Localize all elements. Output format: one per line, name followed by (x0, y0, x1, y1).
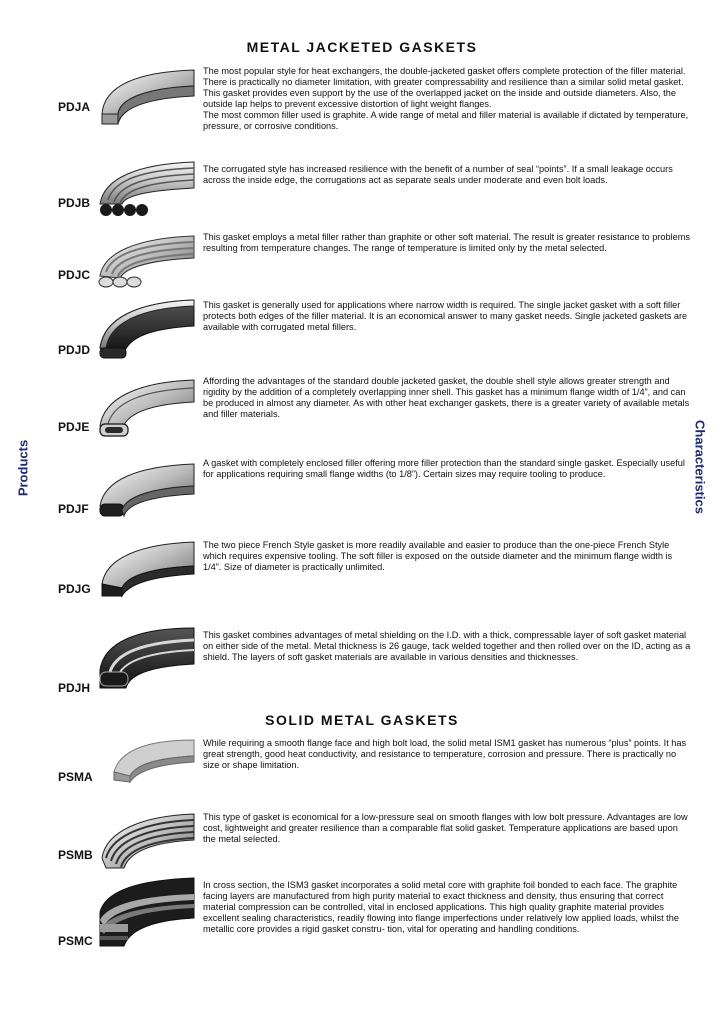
gasket-code: PDJF (58, 502, 89, 516)
gasket-code: PSMB (58, 848, 93, 862)
gasket-description: This gasket employs a metal filler rather than graphite or other soft material. The result is greater resistance to problems resulting from temperature changes. The range of temperature is limited only by the metal selected. (203, 232, 690, 253)
gasket-description: Affording the advantages of the standard double jacketed gasket, the double shell style allows greater strength and rigidity by the addition of a completely overlapping inner shell. This gasket has a minimum flange width of 1/4”, and can be produced in almost any diameter. As with other heat exchanger gaskets, there is a greater variety of available metals and filler materials. (203, 376, 690, 419)
gasket-code: PDJE (58, 420, 90, 434)
gasket-code: PDJD (58, 343, 91, 357)
single-jacketed-gasket-icon (96, 296, 196, 362)
gasket-code: PSMA (58, 770, 93, 784)
graphite-faced-core-gasket-icon (96, 876, 196, 948)
gasket-code: PDJB (58, 196, 91, 210)
gasket-description: While requiring a smooth flange face and high bolt load, the solid metal ISM1 gasket has numerous “plus” points. It has great strength, good heat conductivity, and resistance to temperature, corrosion and pressure. There is practically no size or shape limitation. (203, 738, 687, 770)
products-side-label: Products (15, 439, 31, 497)
gasket-description: The corrugated style has increased resilience with the benefit of a number of seal “points”. If a small leakage occurs across the inside edge, the corrugations act as separate seals under moderate and even bolt loads. (203, 164, 673, 185)
gasket-description: In cross section, the ISM3 gasket incorporates a solid metal core with graphite foil bonded to each face. The graphite facing layers are manufactured from high purity material to exact thickness and density, thus ensuring that correct material compression can be controlled, vital in enclosed applications. This high quality graphite material provides excellent sealing characteristics, readily flowing into flange imperfections under relatively low applied loads, whilst the metallic core provides a rigid gasket constru- tion, vital for operating and handling conditions. (203, 880, 679, 934)
gasket-code: PSMC (58, 934, 93, 948)
gasket-code: PDJA (58, 100, 91, 114)
gasket-description: This type of gasket is economical for a low-pressure seal on smooth flanges with low bolt pressure. Advantages are low cost, lightweight and greater resilience than a comparable flat solid gasket. Temperature applications are based upon the metal selected. (203, 812, 688, 844)
corrugated-jacketed-gasket-icon (96, 160, 196, 218)
layered-soft-gasket-icon (96, 626, 196, 690)
gasket-code: PDJG (58, 582, 91, 596)
gasket-description: A gasket with completely enclosed filler offering more filler protection than the standard single gasket. Especially useful for applications requiring small flange widths (to 1/8”). Certain sizes may require tooling to produce. (203, 458, 685, 479)
solid-metal-gaskets-title: SOLID METAL GASKETS (265, 712, 459, 728)
corrugated-solid-gasket-icon (96, 812, 196, 874)
metal-jacketed-gaskets-title: METAL JACKETED GASKETS (246, 39, 478, 55)
double-jacketed-gasket-icon (96, 66, 196, 128)
characteristics-side-label: Characteristics (692, 420, 708, 514)
solid-metal-gasket-icon (96, 738, 196, 784)
gasket-description: This gasket combines advantages of metal shielding on the I.D. with a thick, compressable layer of soft gasket material on either side of the metal. Metal thickness is 26 gauge, tack welded together and then rolled over on the ID, acting as a shield. The layers of soft gasket materials are available in various densities and thicknesses. (203, 630, 691, 662)
gasket-description: This gasket is generally used for applications where narrow width is required. The single jacket gasket with a soft filler protects both edges of the filler material. It is an economical answer to many gasket needs. Single jacketed gaskets are available with corrugated metal fillers. (203, 300, 688, 332)
double-shell-gasket-icon (96, 376, 196, 440)
metal-filler-jacketed-gasket-icon (96, 232, 196, 290)
enclosed-filler-gasket-icon (96, 458, 196, 520)
gasket-description: The two piece French Style gasket is more readily available and easier to produce than the one-piece French Style which requires expensive tooling. The soft filler is exposed on the outside diameter and the minimum flange width is 1/4”. Size of diameter is practically unlimited. (203, 540, 673, 572)
gasket-code: PDJH (58, 681, 91, 695)
french-style-gasket-icon (96, 536, 196, 602)
gasket-code: PDJC (58, 268, 91, 282)
gasket-description: The most popular style for heat exchangers, the double-jacketed gasket offers complete protection of the filler material. There is practically no diameter limitation, with greater compressability and resilience than a similar solid metal gasket. This gasket provides even support by the use of the overlapped jacket on the inside and outside diameters. Also, the outside lap helps to prevent excessive distortion of light weight flanges. The most common filler used is graphite. A wide range of metal and filler material is available if dictated by temperature, pressure, or corrosive conditions. (203, 66, 689, 131)
